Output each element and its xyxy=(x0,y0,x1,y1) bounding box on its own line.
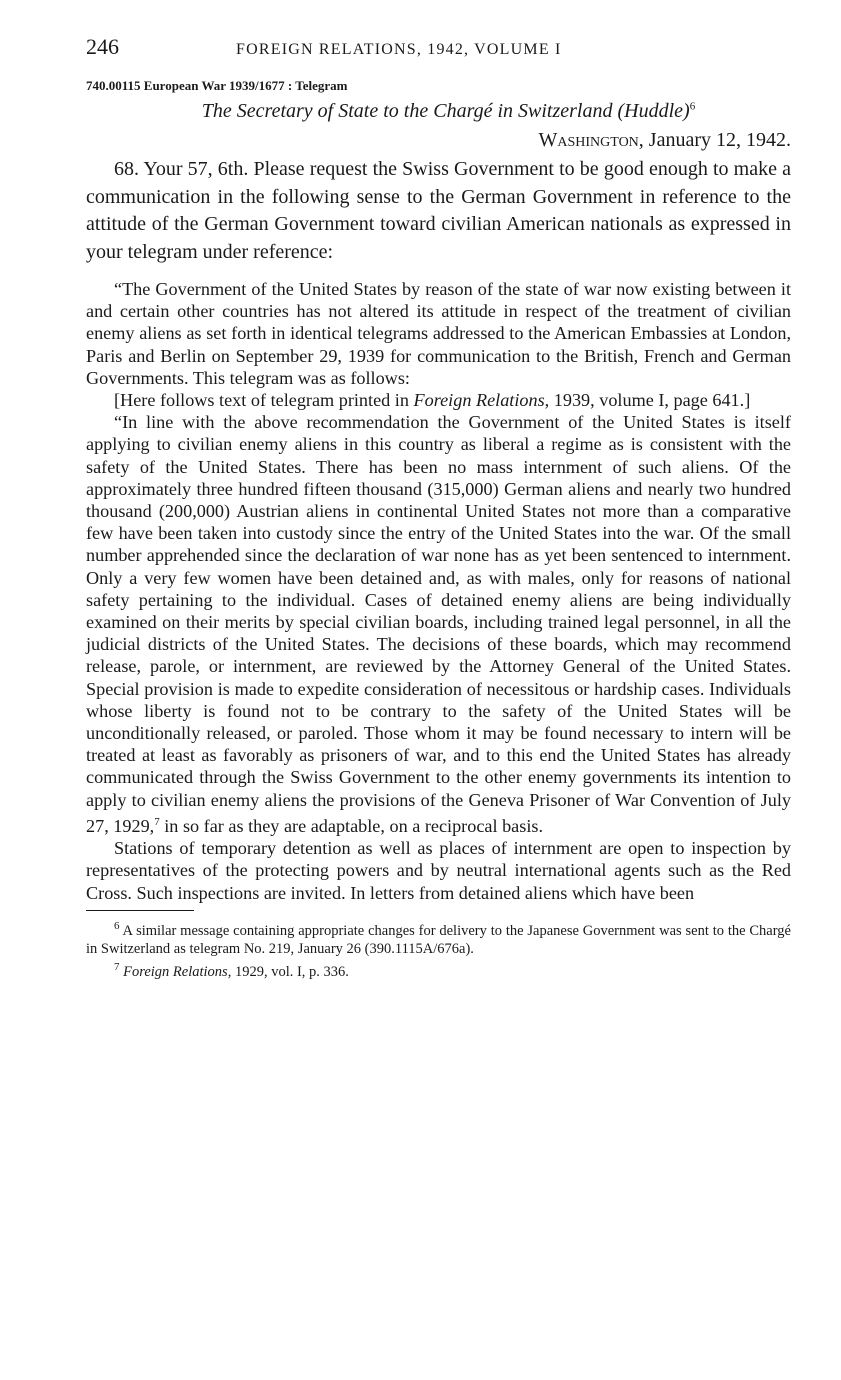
footnote-7-mark: 7 xyxy=(114,960,120,973)
document-title xyxy=(86,100,791,123)
quote-paragraph-4: Stations of temporary detention as well as places of internment are open to inspection by representatives of the protecting powers and by neutral international agents such as the Red Cross. Such inspections are invited. In letters from detained aliens which have been xyxy=(86,838,791,903)
quote-2-italic: Foreign Relations xyxy=(413,390,545,411)
file-reference: 740.00115 European War 1939/1677 : Telegram xyxy=(86,78,348,93)
footnote-divider xyxy=(86,910,194,911)
quote-3-footnote-mark: 7 xyxy=(154,815,160,828)
footnote-7-text: , 1929, vol. I, p. 336. xyxy=(227,963,349,980)
title-footnote-mark: 6 xyxy=(689,100,696,113)
quote-2-after: , 1939, volume I, page 641.] xyxy=(544,390,751,411)
footnote-7 xyxy=(86,958,791,981)
page-number: 246 xyxy=(86,34,119,59)
quote-3-after: in so far as they are adaptable, on a reciprocal basis. xyxy=(159,815,543,836)
dateline xyxy=(86,129,791,152)
dateline-city: Washington xyxy=(538,129,639,151)
footnote-6 xyxy=(86,917,791,958)
document-title-text: The Secretary of State to the Chargé in Switzerland (Huddle) xyxy=(201,100,690,122)
footnote-6-mark: 6 xyxy=(114,919,120,932)
dateline-date: , January 12, 1942. xyxy=(638,129,791,151)
quote-paragraph-1: “The Government of the United States by reason of the state of war now existing between it and certain other countries has not altered its attitude in respect of the treatment of civilian enemy aliens as set forth in identical telegrams addressed to the American Embassies at London, Paris and Berlin on September 29, 1939 for communication to the British, French and German Governments. This telegram was as follows: xyxy=(86,279,791,388)
footnote-7-italic: Foreign Relations xyxy=(119,963,228,980)
quote-2-before: [Here follows text of telegram printed in xyxy=(114,390,414,411)
quote-3-before: “In line with the above recommendation the Government of the United States is itself applying to civilian enemy aliens in this country as liberal a regime as is consistent with the safety of the United States. There has been no mass internment of such aliens. Of the approximately three hundred fifteen thousand (315,000) German aliens and nearly two hundred thousand (200,000) Austrian aliens in continental United States not more than a comparative few have been taken into custody since the entry of the United States into the war. Of the small number apprehended since the declaration of war none has as yet been sentenced to internment. Only a very few women have been detained and, as with males, only for reasons of national safety pertaining to the individual. Cases of detained enemy aliens are being individually examined on their merits by special civilian boards, including trained legal personnel, in all the judicial districts of the United States. The decisions of these boards, which may recommend release, parole, or internment, are reviewed by the Attorney General of the United States. Special provision is made to expedite consideration of necessitous or hardship cases. Individuals whose liberty is found not to be contrary to the safety of the United States will be unconditionally released, or paroled. Those whom it may be found necessary to intern will be treated at least as favorably as prisoners of war, and to this end the United States has already communicated through the Swiss Government to the other enemy governments its intention to apply to civilian enemy aliens the provisions of the Geneva Prisoner of War Convention of July 27, 1929, xyxy=(86,412,791,836)
running-title: FOREIGN RELATIONS, 1942, VOLUME I xyxy=(236,41,562,58)
page-header xyxy=(86,34,791,64)
intro-paragraph: 68. Your 57, 6th. Please request the Swiss Government to be good enough to make a communication in the following sense to the German Government in reference to the attitude of the German Government toward civilian American nationals as expressed in your telegram under reference: xyxy=(86,158,791,263)
quote-paragraph-3 xyxy=(86,411,791,837)
footnote-6-text: A similar message containing appropriate changes for delivery to the Japanese Government was sent to the Chargé in Switzerland as telegram No. 219, January 26 (390.1115A/676a). xyxy=(86,922,791,957)
quote-paragraph-2 xyxy=(86,389,791,411)
